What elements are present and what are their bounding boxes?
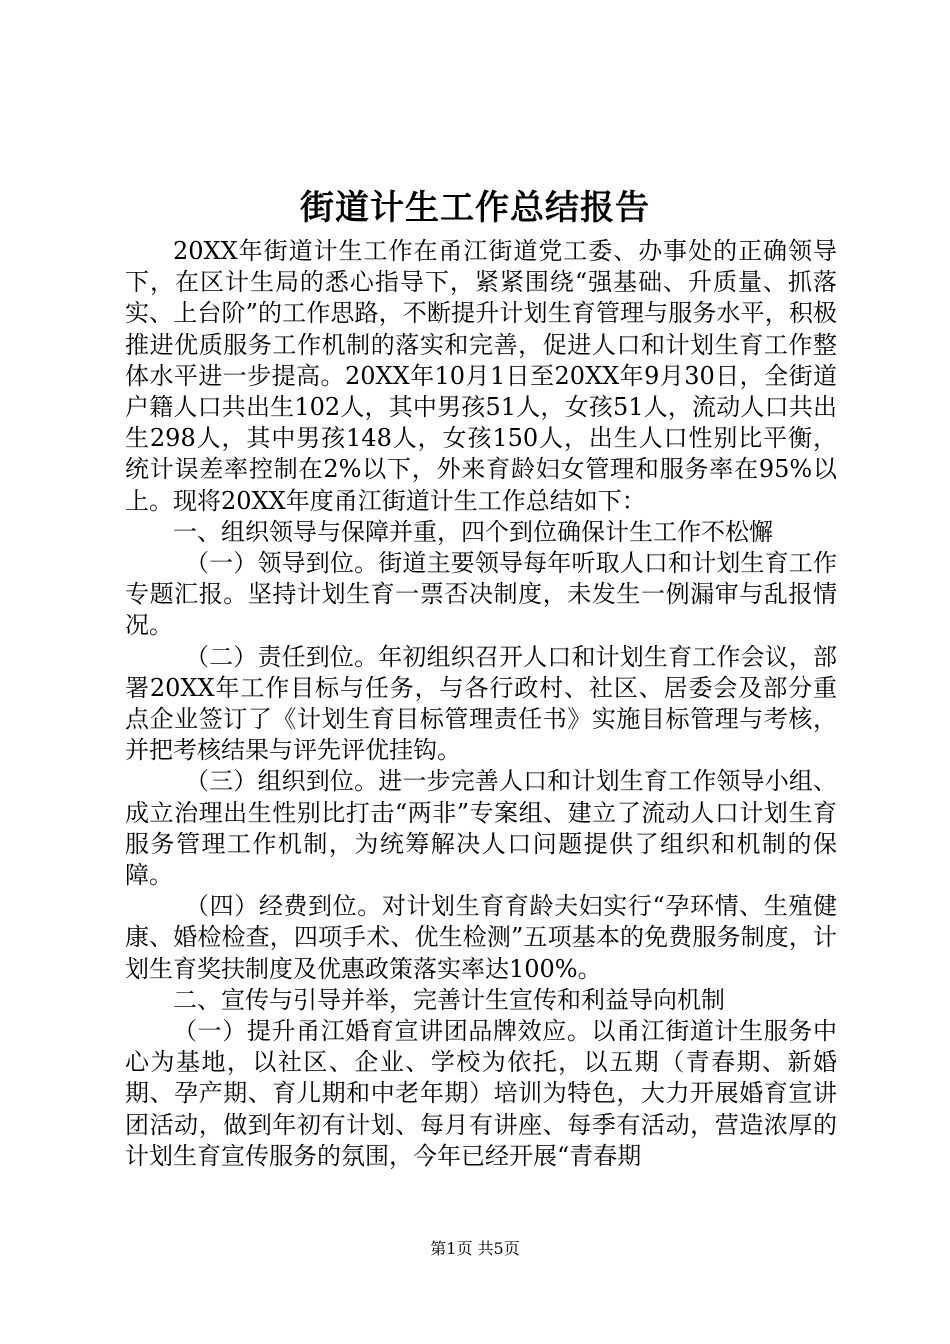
subsection-paragraph-responsibility: （二）责任到位。年初组织召开人口和计划生育工作会议，部署20XX年工作目标与任务，与各行政村、社区、居委会及部分重点企业签订了《计划生育目标管理责任书》实施目标管理与考核，并把考核结果与评先评优挂钩。 <box>125 642 837 765</box>
section-heading-1: 一、组织领导与保障并重，四个到位确保计生工作不松懈 <box>173 517 773 546</box>
section-heading-2: 二、宣传与引导并举，完善计生宣传和利益导向机制 <box>173 985 725 1014</box>
subsection-paragraph-leadership: （一）领导到位。街道主要领导每年听取人口和计划生育工作专题汇报。坚持计划生育一票否决制度，未发生一例漏审与乱报情况。 <box>125 549 837 640</box>
document-title: 街道计生工作总结报告 <box>300 188 650 228</box>
intro-paragraph: 20XX年街道计生工作在甬江街道党工委、办事处的正确领导下，在区计生局的悉心指导下，紧紧围绕“强基础、升质量、抓落实、上台阶”的工作思路，不断提升计划生育管理与服务水平，积极推进优质服务工作机制的落实和完善，促进人口和计划生育工作整体水平进一步提高。20XX年10月1日至20XX年9月30日，全街道户籍人口共出生102人，其中男孩51人，女孩51人，流动人口共出生298人，其中男孩148人，女孩150人，出生人口性别比平衡，统计误差率控制在2%以下，外来育龄妇女管理和服务率在95%以上。现将20XX年度甬江街道计生工作总结如下： <box>125 237 837 515</box>
document-body <box>125 236 837 1172</box>
page-footer: 第1页 共5页 <box>430 1239 520 1258</box>
subsection-paragraph-funding: （四）经费到位。对计划生育育龄夫妇实行“孕环情、生殖健康、婚检检查，四项手术、优生检测”五项基本的免费服务制度，计划生育奖扶制度及优惠政策落实率达100%。 <box>125 892 837 983</box>
subsection-paragraph-organization: （三）组织到位。进一步完善人口和计划生育工作领导小组、成立治理出生性别比打击“两非”专案组、建立了流动人口计划生育服务管理工作机制，为统筹解决人口问题提供了组织和机制的保障。 <box>125 767 837 890</box>
subsection-paragraph-publicity: （一）提升甬江婚育宣讲团品牌效应。以甬江街道计生服务中心为基地，以社区、企业、学校为依托，以五期（青春期、新婚期、孕产期、育儿期和中老年期）培训为特色，大力开展婚育宣讲团活动，做到年初有计划、每月有讲座、每季有活动，营造浓厚的计划生育宣传服务的氛围，今年已经开展“青春期 <box>125 1017 837 1170</box>
